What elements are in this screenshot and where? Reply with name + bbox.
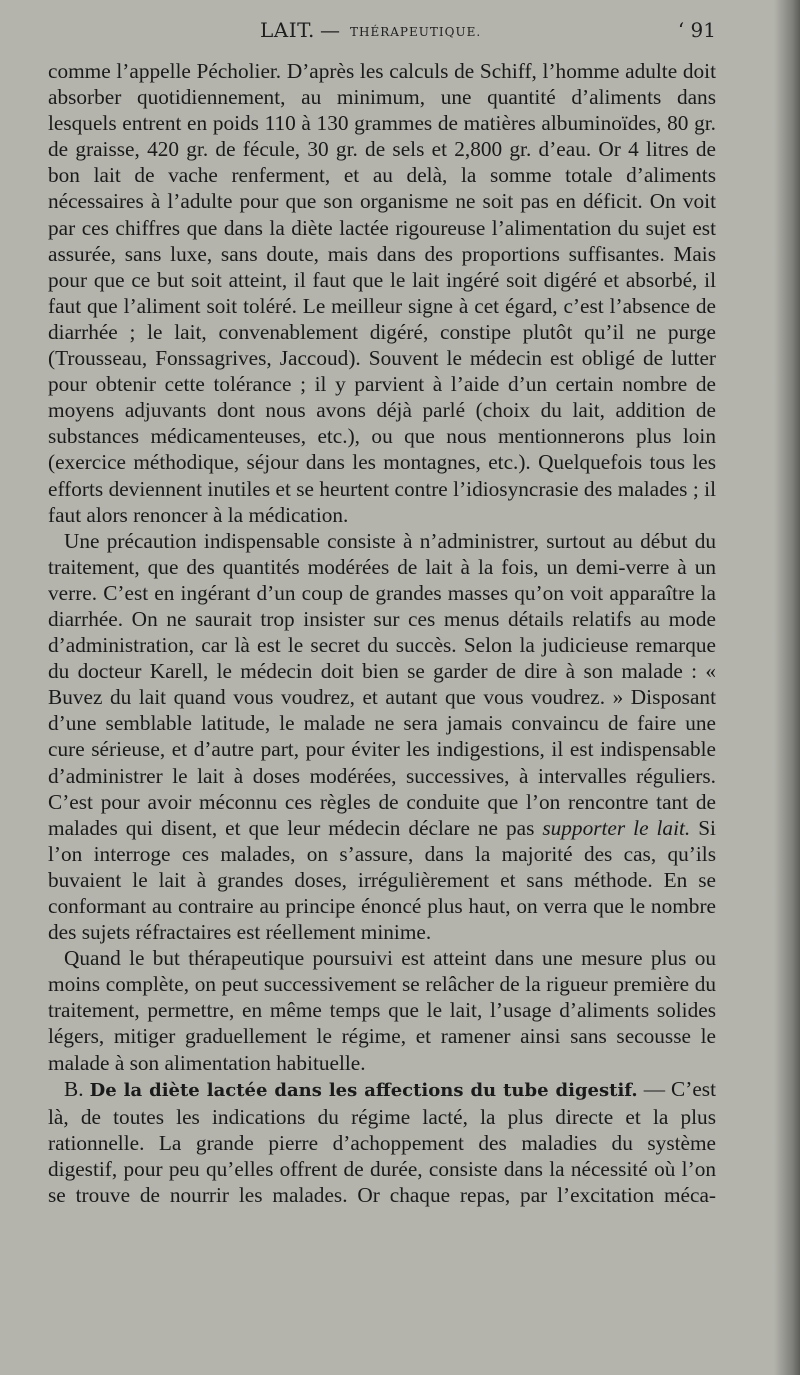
body-text	[48, 58, 716, 1208]
paragraph-3-text: Quand le but thérapeutique poursuivi est atteint dans une mesure plus ou moins complète, on peut successivement se relâcher de la rigueur première du traitement, permettre, en même temps que le lait, l’usage d’aliments solides légers, mitiger graduellement le régime, et ramener ainsi sans secousse le malade à son alimentation habituelle.	[48, 946, 716, 1075]
section-heading: De la diète lactée dans les affections du tube digestif.	[89, 1079, 638, 1101]
paragraph-2	[48, 528, 716, 946]
paragraph-2-text-end: Si l’on interroge ces malades, on s’assure, dans la majorité des cas, qu’ils buvaient le lait à grandes doses, irrégulièrement et sans méthode. En se conformant au contraire au principe énoncé plus haut, on verra que le nombre des sujets réfractaires est réellement minime.	[48, 815, 716, 945]
running-head-dash: —	[320, 18, 340, 42]
running-head	[48, 18, 716, 48]
paragraph-2-italic: supporter le lait.	[542, 815, 691, 840]
section-heading-dash: —	[637, 1076, 666, 1101]
paragraph-2-text-start: Une précaution indispensable consiste à n’administrer, surtout au début du traitement, que des quantités modérées de lait à la fois, un demi-verre à un verre. C’est en ingérant d’un coup de grandes masses qu’on voit apparaître la diarrhée. On ne saurait trop insister sur ces menus détails relatifs au mode d’administration, car là est le secret du succès. Selon la judicieuse remarque du docteur Karell, le médecin doit bien se garder de dire à son malade : « Buvez du lait quand vous voudrez, et autant que vous voudrez. » Disposant d’une semblable latitude, le malade ne sera jamais convaincu de faire une cure sérieuse, et d’autre part, pour éviter les indigestions, il est indispensable d’administrer le lait à doses modérées, successives, à intervalles réguliers. C’est pour avoir méconnu ces règles de conduite que l’on rencontre tant de malades qui disent, et que leur médecin déclare ne pas	[48, 528, 716, 840]
paragraph-3	[48, 945, 716, 1075]
paragraph-1	[48, 58, 716, 528]
running-head-subtitle: THÉRAPEUTIQUE.	[350, 25, 482, 39]
paragraph-1-text: comme l’appelle Pécholier. D’après les calculs de Schiff, l’homme adulte doit absorber quotidiennement, au minimum, une quantité d’aliments dans lesquels entrent en poids 110 à 130 grammes de matières albuminoïdes, 80 gr. de graisse, 420 gr. de fécule, 30 gr. de sels et 2,800 gr. d’eau. Or 4 litres de bon lait de vache renferment, et au delà, la somme totale d’aliments nécessaires à l’adulte pour que son organisme ne soit pas en déficit. On voit par ces chiffres que dans la diète lactée rigoureuse l’alimentation du sujet est assurée, sans luxe, sans doute, mais dans des proportions suffisantes. Mais pour que ce but soit atteint, il faut que le lait ingéré soit digéré et absorbé, il faut que l’aliment soit toléré. Le meilleur signe à cet égard, c’est l’absence de diarrhée ; le lait, convenablement digéré, constipe plutôt qu’il ne purge (Trousseau, Fonssagrives, Jaccoud). Souvent le médecin est obligé de lutter pour obtenir cette tolérance ; il y parvient à l’aide d’un certain nombre de moyens adjuvants dont nous avons déjà parlé (choix du lait, addition de substances médicamenteuses, etc.), ou que nous mentionnerons plus loin (exercice méthodique, séjour dans les montagnes, etc.). Quelquefois tous les efforts deviennent inutiles et se heurtent contre l’idiosyncrasie des malades ; il faut alors renoncer à la médication.	[48, 59, 716, 527]
running-head-title: LAIT.	[260, 18, 315, 42]
paragraph-4	[48, 1076, 716, 1208]
section-letter: B.	[64, 1076, 84, 1101]
binding-shadow	[774, 0, 800, 1375]
paragraph-4-text: C’est là, de toutes les indications du régime lacté, la plus directe et la plus rationnelle. La grande pierre d’achoppement des maladies du système digestif, pour peu qu’elles offrent de durée, consiste dans la nécessité où l’on se trouve de nourrir les malades. Or chaque repas, par l’excitation méca-	[48, 1076, 717, 1208]
page-number: ‘ 91	[677, 18, 716, 42]
